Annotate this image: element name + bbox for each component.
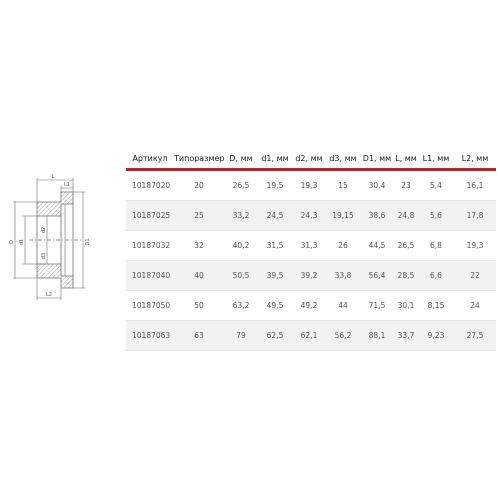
cell-d3: 56,2 <box>326 321 360 351</box>
cell-d1: 62,5 <box>258 321 292 351</box>
spec-table <box>126 148 496 351</box>
cell-L: 33,7 <box>394 321 418 351</box>
cell-size: 40 <box>174 261 224 291</box>
cell-D1: 30,4 <box>360 170 394 201</box>
cell-article: 10187025 <box>126 201 174 231</box>
cell-size: 63 <box>174 321 224 351</box>
header-d3: d3, мм <box>326 148 360 170</box>
header-size: Типоразмер <box>174 148 224 170</box>
cell-L2: 17,8 <box>454 201 496 231</box>
cell-D: 26,5 <box>224 170 258 201</box>
cell-article: 10187050 <box>126 291 174 321</box>
label-d3: d3 <box>41 252 47 260</box>
cell-d1: 19,5 <box>258 170 292 201</box>
dimension-labels <box>9 174 91 298</box>
cell-D1: 38,6 <box>360 201 394 231</box>
cell-L2: 22 <box>454 261 496 291</box>
header-article: Артикул <box>126 148 174 170</box>
cell-d3: 19,15 <box>326 201 360 231</box>
label-D1: D1 <box>85 238 91 246</box>
label-d2: d2 <box>41 226 47 234</box>
cell-D1: 88,1 <box>360 321 394 351</box>
cell-D1: 71,5 <box>360 291 394 321</box>
header-D1: D1, мм <box>360 148 394 170</box>
cell-D: 63,2 <box>224 291 258 321</box>
table-row <box>126 231 496 261</box>
cell-article: 10187040 <box>126 261 174 291</box>
cell-D1: 56,4 <box>360 261 394 291</box>
header-d2: d2, мм <box>292 148 326 170</box>
cell-L: 23 <box>394 170 418 201</box>
cell-d1: 49,5 <box>258 291 292 321</box>
cell-L: 30,1 <box>394 291 418 321</box>
cell-d2: 31,3 <box>292 231 326 261</box>
cell-d3: 33,8 <box>326 261 360 291</box>
cell-L1: 6,6 <box>418 261 454 291</box>
label-L1: L1 <box>64 182 70 188</box>
header-L1: L1, мм <box>418 148 454 170</box>
cell-L: 24,8 <box>394 201 418 231</box>
table-row <box>126 170 496 201</box>
table-row <box>126 291 496 321</box>
cell-D: 50,5 <box>224 261 258 291</box>
cell-L2: 27,5 <box>454 321 496 351</box>
header-d1: d1, мм <box>258 148 292 170</box>
cell-article: 10187063 <box>126 321 174 351</box>
label-D: D <box>9 240 15 244</box>
cell-d3: 15 <box>326 170 360 201</box>
cell-L: 26,5 <box>394 231 418 261</box>
cell-L1: 5,4 <box>418 170 454 201</box>
cell-D: 79 <box>224 321 258 351</box>
cell-L2: 19,3 <box>454 231 496 261</box>
cell-d2: 39,2 <box>292 261 326 291</box>
cell-L1: 8,15 <box>418 291 454 321</box>
cell-article: 10187032 <box>126 231 174 261</box>
cell-L1: 6,8 <box>418 231 454 261</box>
cell-d2: 24,3 <box>292 201 326 231</box>
cell-size: 50 <box>174 291 224 321</box>
fitting-body <box>29 192 83 288</box>
cell-D: 33,2 <box>224 201 258 231</box>
cell-L: 28,5 <box>394 261 418 291</box>
cell-d3: 44 <box>326 291 360 321</box>
header-L2: L2, мм <box>454 148 496 170</box>
cell-d1: 39,5 <box>258 261 292 291</box>
label-d1: d1 <box>19 238 25 246</box>
table-header-row <box>126 148 496 170</box>
cell-d2: 49,2 <box>292 291 326 321</box>
label-L: L <box>51 174 55 180</box>
header-L: L, мм <box>394 148 418 170</box>
cell-size: 25 <box>174 201 224 231</box>
header-D: D, мм <box>224 148 258 170</box>
table-row <box>126 321 496 351</box>
cell-L2: 24 <box>454 291 496 321</box>
cell-size: 20 <box>174 170 224 201</box>
cell-L1: 5,6 <box>418 201 454 231</box>
cell-d1: 24,5 <box>258 201 292 231</box>
cell-d2: 19,3 <box>292 170 326 201</box>
table-row <box>126 201 496 231</box>
cell-d1: 31,5 <box>258 231 292 261</box>
cell-d3: 26 <box>326 231 360 261</box>
cell-article: 10187020 <box>126 170 174 201</box>
cell-d2: 62,1 <box>292 321 326 351</box>
table-row <box>126 261 496 291</box>
label-L2: L2 <box>46 292 52 298</box>
cell-D: 40,2 <box>224 231 258 261</box>
cell-L1: 9,23 <box>418 321 454 351</box>
cell-size: 32 <box>174 231 224 261</box>
cell-L2: 16,1 <box>454 170 496 201</box>
fitting-cross-section-drawing <box>3 170 115 310</box>
cell-D1: 44,5 <box>360 231 394 261</box>
